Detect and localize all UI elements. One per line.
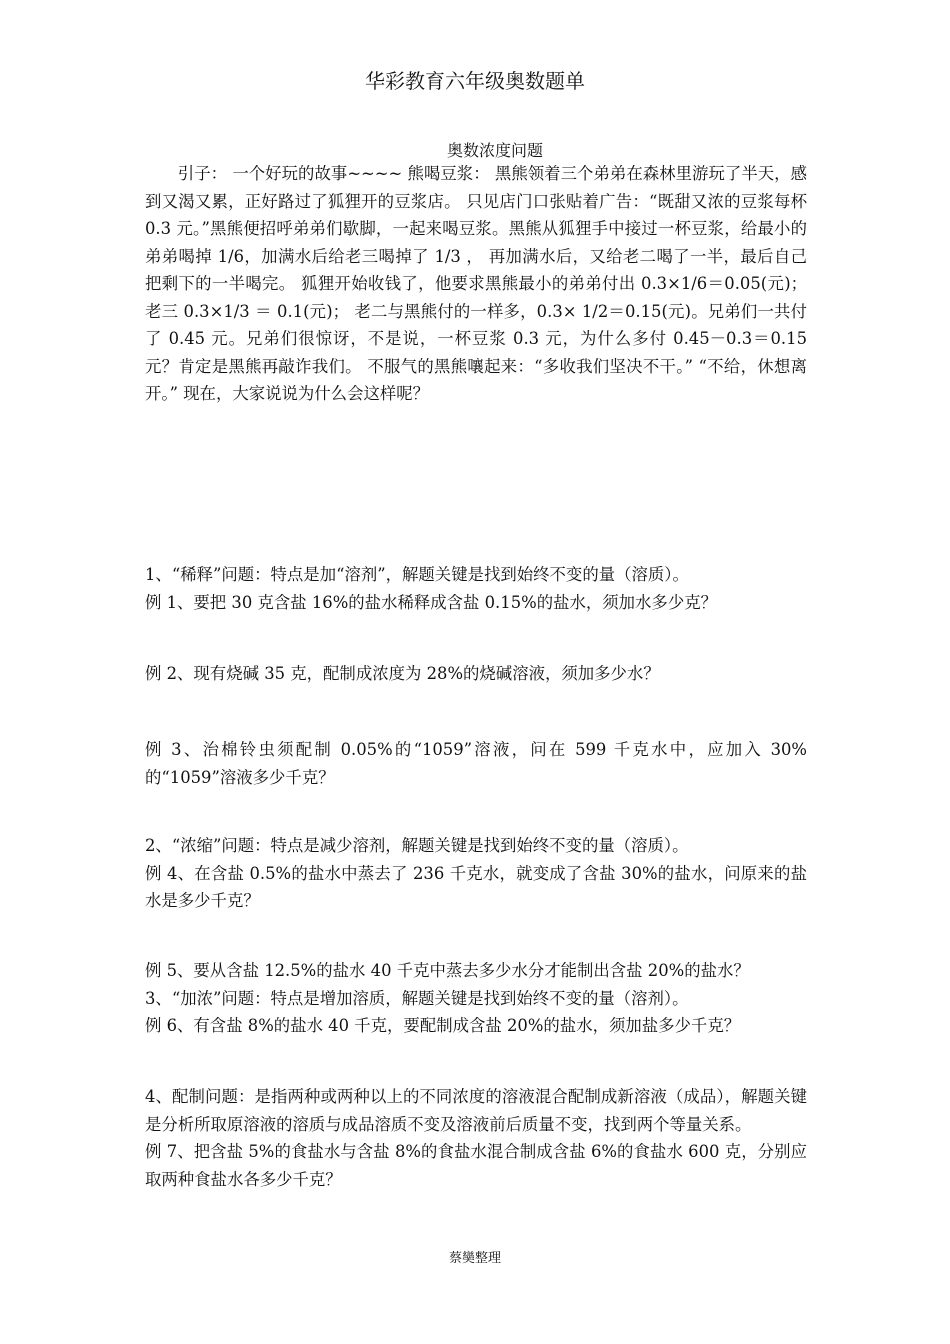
add-solute-heading: 3、“加浓”问题：特点是增加溶质，解题关键是找到始终不变的量（溶剂）。	[145, 988, 689, 1008]
example-3-block	[145, 736, 807, 791]
example-3: 例 3、治棉铃虫须配制 0.05%的“1059”溶液，问在 599 千克水中，应加入 30%的“1059”溶液多少千克？	[145, 740, 807, 787]
dilution-heading: 1、“稀释”问题：特点是加“溶剂”，解题关键是找到始终不变的量（溶质）。	[145, 565, 689, 584]
example-2: 例 2、现有烧碱 35 克，配制成浓度为 28%的烧碱溶液，须加多少水？	[145, 664, 660, 683]
example-5: 例 5、要从含盐 12.5%的盐水 40 千克中蒸去多少水分才能制出含盐 20%的盐水？	[145, 961, 750, 980]
example-7: 例 7、把含盐 5%的食盐水与含盐 8%的食盐水混合制成含盐 6%的食盐水 600 克，分别应取两种食盐水各多少千克？	[145, 1142, 807, 1189]
page-footer: 蔡奱整理	[448, 1251, 501, 1266]
dilution-section	[145, 561, 807, 616]
intro-story-paragraph: 引子： 一个好玩的故事~~~~ 熊喝豆浆： 黑熊领着三个弟弟在森林里游玩了半天，感到又渴又累，正好路过了狐狸开的豆浆店。 只见店门口张贴着广告：“既甜又浓的豆浆每杯 0.3 元。”黑熊便招呼弟弟们歇脚，一起来喝豆浆。黑熊从狐狸手中接过一杯豆浆，给最小的弟弟喝掉 1/6，加满水后给老三喝掉了 1/3 ， 再加满水后，又给老二喝了一半，最后自己把剩下的一半喝完。 狐狸开始收钱了，他要求黑熊最小的弟弟付出 0.3×1/6＝0.05(元)；老三 0.3×1/3 ＝ 0.1(元)； 老二与黑熊付的一样多，0.3× 1/2＝0.15(元)。兄弟们一共付了 0.45 元。兄弟们很惊讶，不是说，一杯豆浆 0.3 元，为什么多付 0.45－0.3＝0.15 元？肯定是黑熊再敲诈我们。 不服气的黑熊嚷起来：“多收我们坚决不干。” “不给，休想离开。” 现在，大家说说为什么会这样呢？	[145, 164, 807, 403]
mixing-heading: 4、配制问题：是指两种或两种以上的不同浓度的溶液混合配制成新溶液（成品），解题关键是分析所取原溶液的溶质与成品溶质不变及溶液前后质量不变，找到两个等量关系。	[145, 1087, 807, 1134]
example-4: 例 4、在含盐 0.5%的盐水中蒸去了 236 千克水，就变成了含盐 30%的盐水，问原来的盐水是多少千克？	[145, 863, 807, 910]
example-6: 例 6、有含盐 8%的盐水 40 千克，要配制成含盐 20%的盐水，须加盐多少千克？	[145, 1016, 741, 1035]
example-2-block	[145, 660, 807, 688]
concentration-heading: 2、“浓缩”问题：特点是减少溶剂，解题关键是找到始终不变的量（溶质）。	[145, 836, 689, 855]
mixing-section	[145, 1083, 807, 1193]
document-title: 华彩教育六年级奥数题单	[365, 69, 585, 93]
section-title: 奥数浓度问题	[446, 141, 543, 160]
concentration-section	[145, 832, 807, 915]
add-solute-section	[145, 957, 807, 1040]
example-1: 例 1、要把 30 克含盐 16%的盐水稀释成含盐 0.15%的盐水，须加水多少克？	[145, 592, 717, 612]
